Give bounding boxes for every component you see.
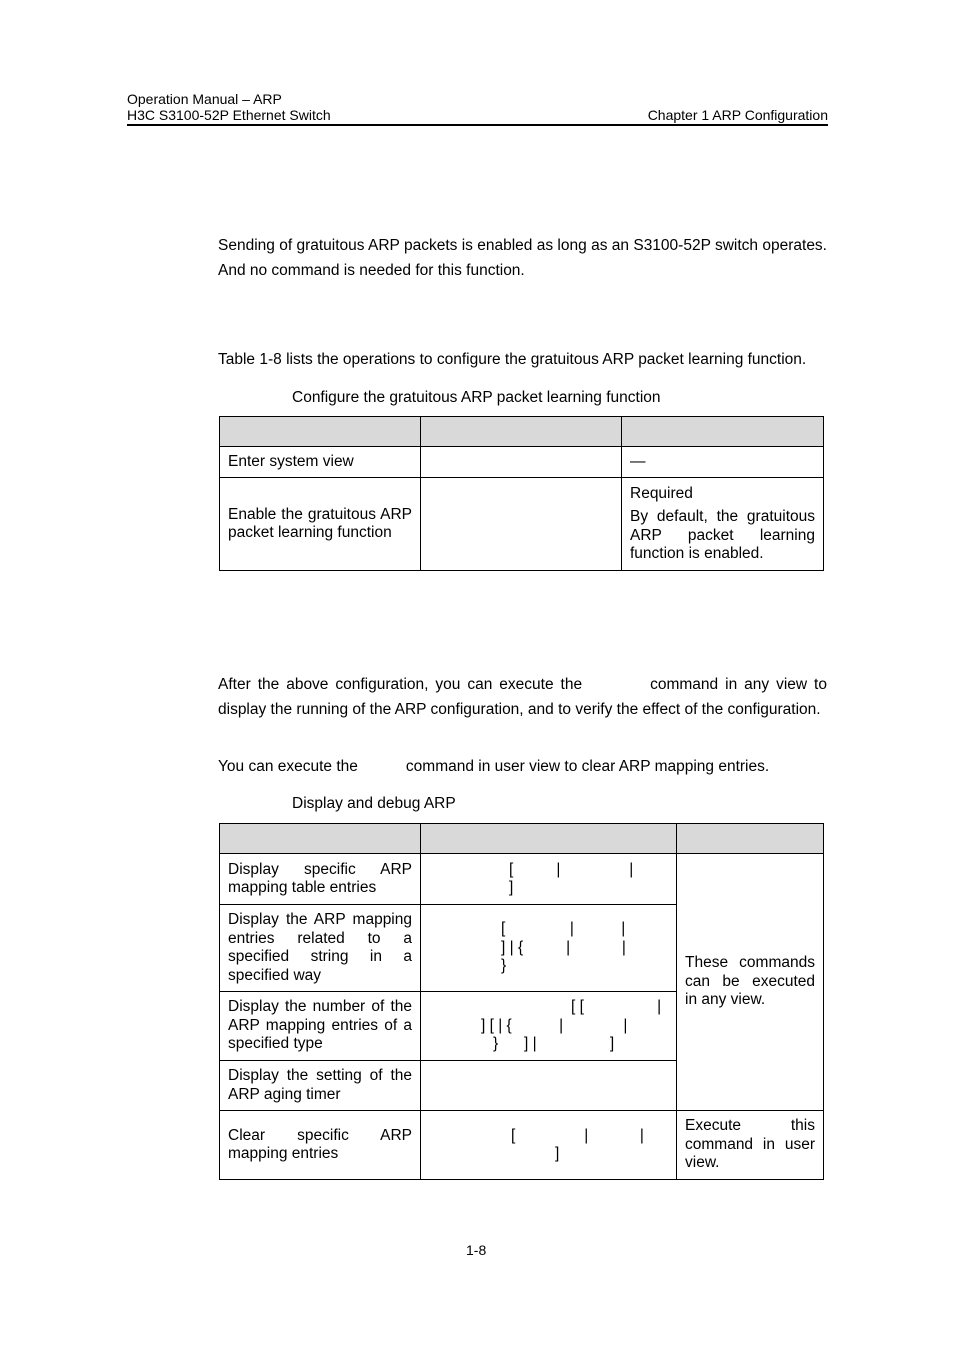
column-header-command bbox=[421, 417, 622, 447]
command-line: } bbox=[501, 957, 507, 975]
remarks-cell: — bbox=[622, 447, 824, 478]
header-manual-title: Operation Manual – ARP bbox=[127, 91, 282, 107]
remarks-cell-display: These commands can be executed in any view. bbox=[677, 854, 824, 1111]
header-product-name: H3C S3100-52P Ethernet Switch bbox=[127, 107, 331, 123]
table-header-row bbox=[220, 824, 824, 854]
command-line: } ] | ] bbox=[493, 1035, 615, 1053]
reset-arp-paragraph bbox=[218, 754, 827, 779]
display-arp-text-end: command in any view to display the running of the ARP configuration, and to verify the effect of the configuration. bbox=[218, 676, 827, 718]
remarks-cell bbox=[622, 478, 824, 571]
reset-arp-text-end: command in user view to clear ARP mapping entries. bbox=[405, 758, 770, 775]
column-header-remarks bbox=[622, 417, 824, 447]
column-header-operation bbox=[220, 824, 421, 854]
gratuitous-arp-sending-paragraph: Sending of gratuitous ARP packets is enabled as long as an S3100-52P switch operates. And no command is needed for this function. bbox=[218, 237, 827, 279]
command-cell bbox=[421, 854, 677, 905]
command-line: ] bbox=[555, 1145, 560, 1162]
operation-cell: Display the number of the ARP mapping entries of a specified type bbox=[220, 992, 421, 1061]
operation-cell: Display specific ARP mapping table entries bbox=[220, 854, 421, 905]
column-header-remarks bbox=[677, 824, 824, 854]
column-header-operation bbox=[220, 417, 421, 447]
remarks-default-note: By default, the gratuitous ARP packet learning function is enabled. bbox=[630, 508, 815, 562]
display-debug-arp-table bbox=[219, 823, 824, 1180]
command-line: [ | | bbox=[509, 860, 634, 878]
table-1-8-caption: Configure the gratuitous ARP packet learning function bbox=[292, 389, 661, 406]
page-number: 1-8 bbox=[466, 1242, 487, 1258]
table-header-row bbox=[220, 417, 824, 447]
table-1-9-caption: Display and debug ARP bbox=[292, 795, 456, 812]
operation-cell: Enter system view bbox=[220, 447, 421, 478]
display-arp-paragraph bbox=[218, 672, 827, 722]
command-line: ] bbox=[509, 879, 514, 896]
table-row bbox=[220, 854, 824, 905]
command-line: ] | { | | bbox=[501, 938, 626, 956]
operation-cell: Display the setting of the ARP aging timer bbox=[220, 1061, 421, 1111]
table-row bbox=[220, 447, 824, 478]
table-row bbox=[220, 478, 824, 571]
header-chapter-title: Chapter 1 ARP Configuration bbox=[647, 107, 828, 123]
command-cell bbox=[421, 478, 622, 571]
remarks-cell-clear: Execute this command in user view. bbox=[677, 1111, 824, 1180]
command-line: [ | | bbox=[511, 1126, 644, 1144]
gratuitous-arp-learning-table bbox=[219, 416, 824, 571]
reset-arp-text-start: You can execute the bbox=[218, 758, 358, 775]
command-line: ] [ | { | | bbox=[481, 1016, 628, 1034]
header-divider bbox=[127, 124, 828, 126]
operation-cell: Display the ARP mapping entries related to a specified string in a specified way bbox=[220, 905, 421, 992]
display-arp-text-start: After the above configuration, you can execute the bbox=[218, 676, 583, 693]
command-line: [ | | bbox=[501, 920, 626, 938]
command-cell bbox=[421, 905, 677, 992]
operation-cell: Clear specific ARP mapping entries bbox=[220, 1111, 421, 1180]
command-cell bbox=[421, 1061, 677, 1111]
gratuitous-arp-learning-intro: Table 1-8 lists the operations to configure the gratuitous ARP packet learning function. bbox=[218, 351, 807, 368]
operation-cell: Enable the gratuitous ARP packet learning function bbox=[220, 478, 421, 571]
table-row bbox=[220, 1111, 824, 1180]
command-cell bbox=[421, 992, 677, 1061]
command-cell bbox=[421, 447, 622, 478]
remarks-required: Required bbox=[630, 484, 693, 502]
command-cell bbox=[421, 1111, 677, 1180]
column-header-command bbox=[421, 824, 677, 854]
command-line: [ [ | bbox=[571, 998, 662, 1016]
